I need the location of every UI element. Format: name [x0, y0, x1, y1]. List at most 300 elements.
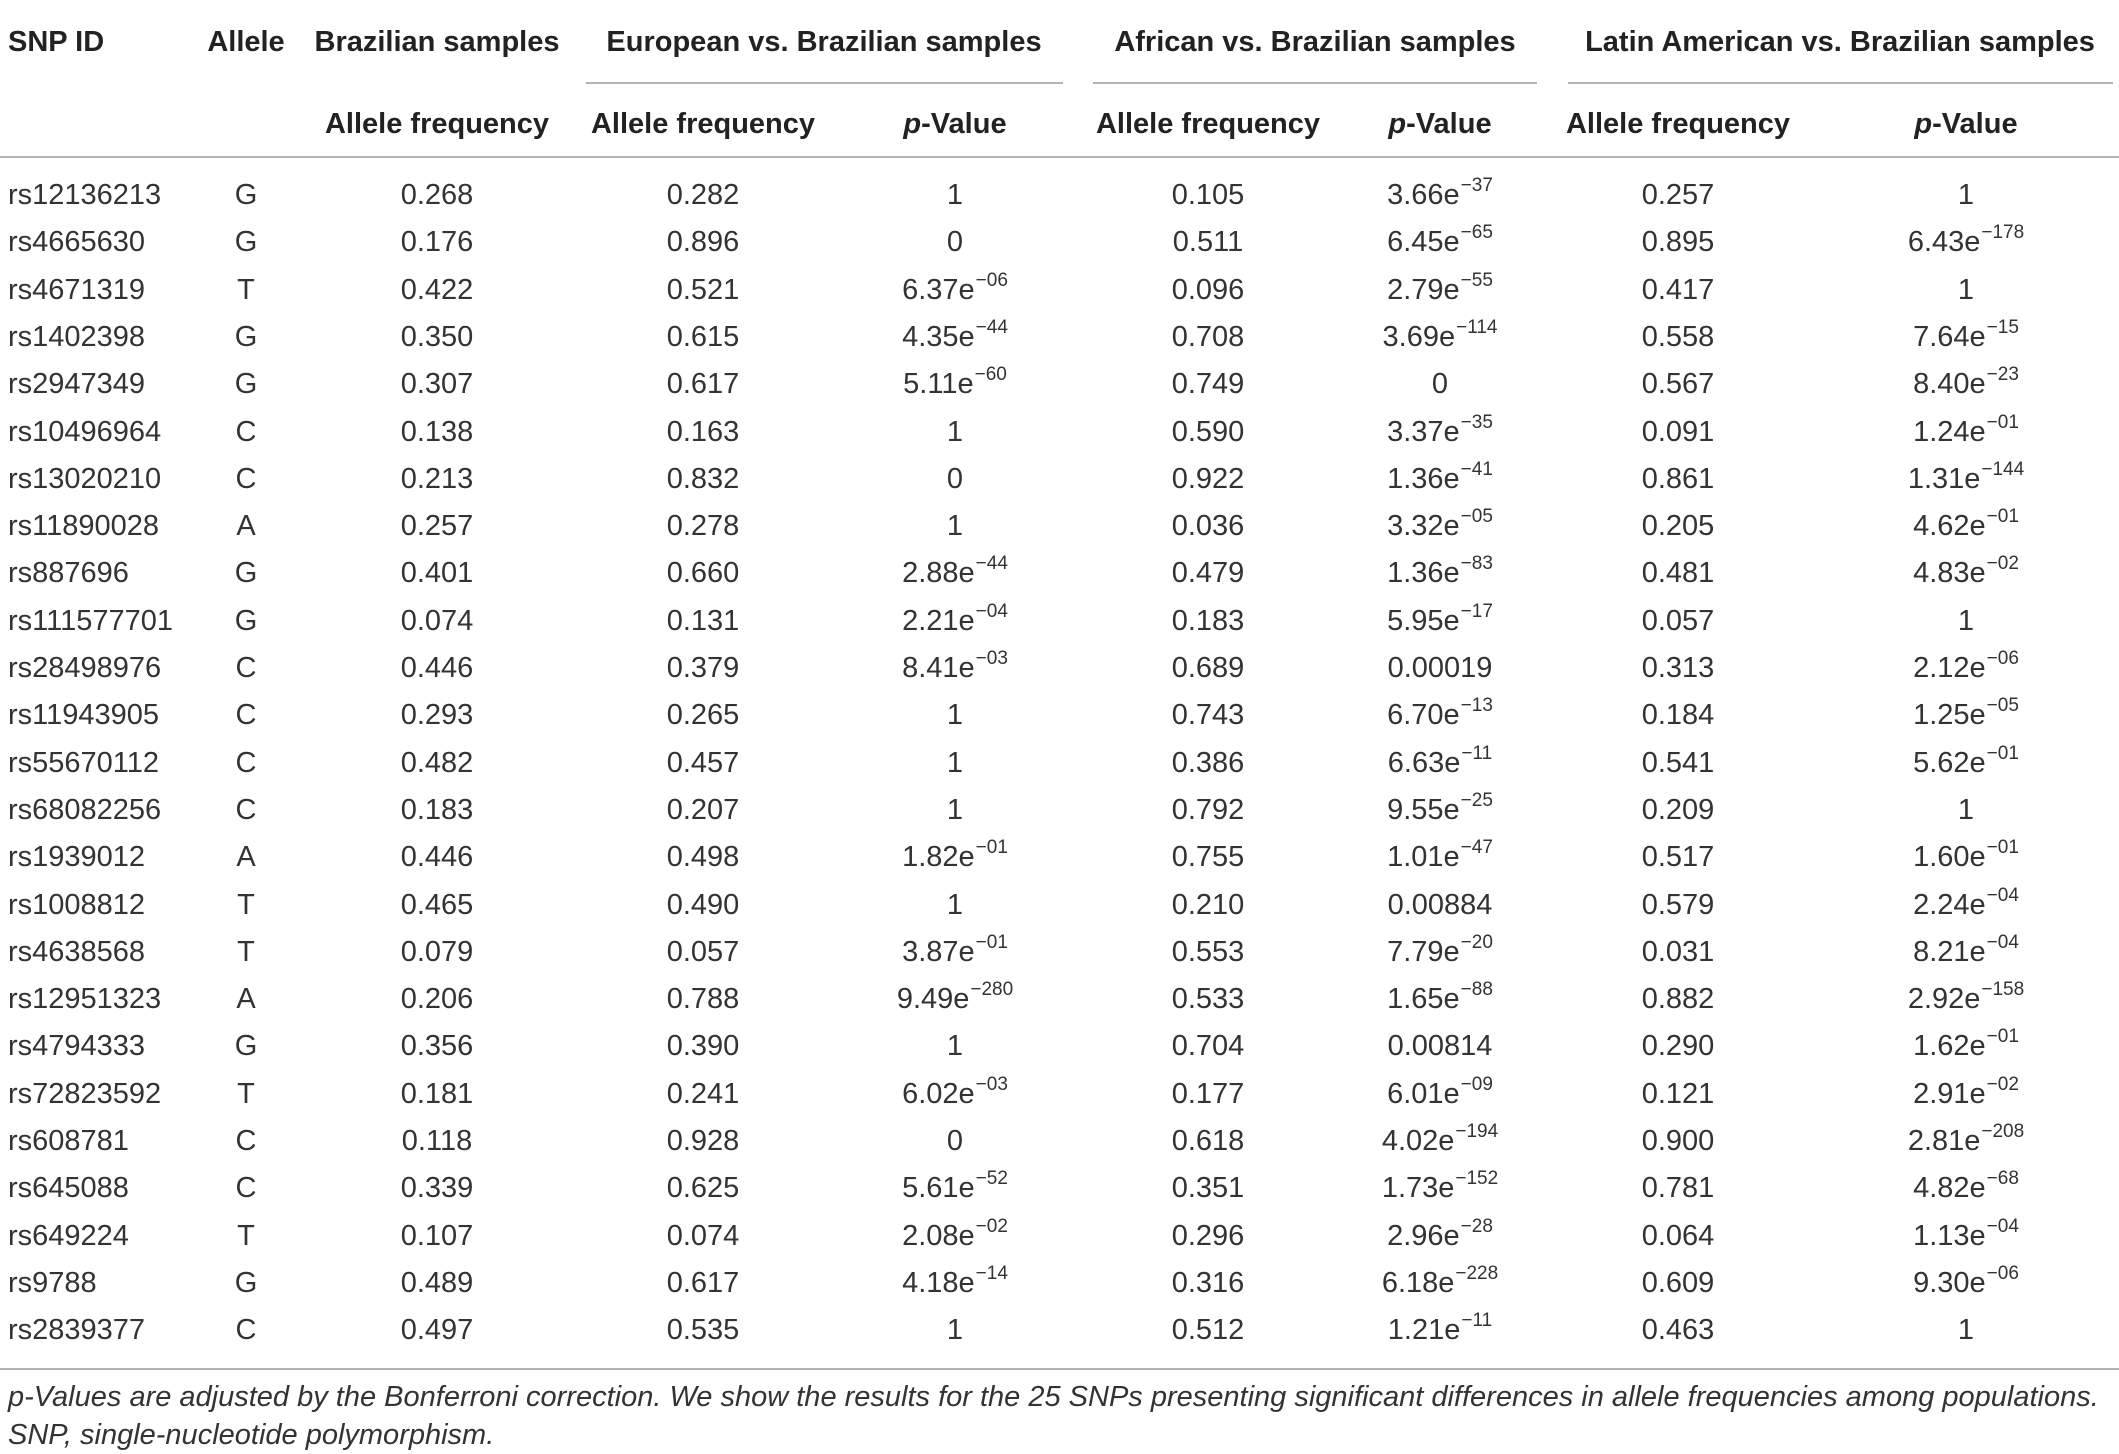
african-pvalue-cell-exponent: −88 — [1460, 979, 1493, 1000]
latin-pvalue-cell — [1913, 553, 2019, 589]
european-pvalue-cell — [947, 1127, 963, 1156]
allele-cell — [236, 1316, 257, 1345]
subheader-african-af: Allele frequency — [1095, 108, 1321, 140]
snp-id-cell-value: rs9788 — [8, 1267, 97, 1299]
european-pvalue-cell-value: 0 — [946, 226, 964, 258]
brazilian-af-cell — [401, 654, 474, 683]
allele-cell-value: C — [235, 1172, 257, 1204]
allele-cell-value: G — [234, 226, 258, 258]
african-pvalue-cell-value: 6.18e — [1381, 1267, 1455, 1299]
african-af-cell — [1172, 512, 1245, 541]
latin-af-cell-value: 0.900 — [1641, 1125, 1715, 1157]
african-pvalue-cell — [1388, 1032, 1493, 1061]
european-af-cell-value: 0.282 — [666, 179, 740, 211]
latin-pvalue-cell — [1913, 412, 2019, 448]
allele-cell — [235, 323, 258, 352]
european-pvalue-cell — [902, 1168, 1008, 1204]
allele-cell-value: G — [234, 1267, 258, 1299]
european-pvalue-cell-value: 5.61e — [902, 1172, 975, 1204]
latin-af-cell — [1642, 465, 1715, 494]
allele-cell — [237, 938, 255, 967]
european-af-cell-value: 0.617 — [666, 368, 740, 400]
european-pvalue-cell-exponent: −44 — [975, 317, 1008, 338]
header-snp-id: SNP ID — [8, 26, 105, 58]
header-allele: Allele — [207, 26, 285, 58]
european-pvalue-cell-exponent: −03 — [975, 648, 1008, 669]
brazilian-af-cell-value: 0.465 — [400, 889, 474, 921]
european-pvalue-cell — [947, 181, 963, 210]
european-af-cell — [667, 1316, 740, 1345]
allele-cell — [236, 985, 255, 1014]
african-pvalue-cell — [1432, 370, 1448, 399]
brazilian-af-cell-value: 0.118 — [401, 1125, 473, 1157]
european-af-cell-value: 0.207 — [666, 794, 740, 826]
latin-pvalue-cell-exponent: −01 — [1986, 837, 2019, 858]
european-pvalue-cell-value: 3.87e — [902, 936, 975, 968]
brazilian-af-cell — [401, 701, 474, 730]
allele-cell-value: C — [235, 1125, 257, 1157]
european-af-cell — [667, 701, 740, 730]
african-pvalue-cell-exponent: −25 — [1460, 790, 1493, 811]
european-af-cell-value: 0.625 — [666, 1172, 740, 1204]
african-af-cell — [1172, 559, 1245, 588]
latin-af-cell — [1642, 654, 1715, 683]
european-af-cell-value: 0.241 — [666, 1078, 740, 1110]
latin-pvalue-cell-exponent: −05 — [1986, 695, 2019, 716]
african-pvalue-cell — [1387, 979, 1493, 1015]
african-af-cell — [1172, 938, 1245, 967]
latin-pvalue-cell-value: 1.13e — [1913, 1220, 1986, 1252]
african-pvalue-cell-exponent: −65 — [1460, 222, 1493, 243]
african-af-cell — [1172, 1222, 1245, 1251]
latin-pvalue-cell-value: 1.62e — [1913, 1030, 1986, 1062]
brazilian-af-cell-value: 0.176 — [400, 226, 474, 258]
latin-pvalue-cell-value: 1 — [1957, 794, 1975, 826]
allele-cell-value: C — [235, 652, 257, 684]
header-african: African vs. Brazilian samples — [1114, 26, 1516, 58]
african-pvalue-cell — [1388, 654, 1493, 683]
african-pvalue-cell-exponent: −41 — [1460, 459, 1493, 480]
snp-id-cell — [8, 985, 161, 1014]
african-af-cell — [1172, 1174, 1245, 1203]
african-pvalue-cell-value: 0 — [1431, 368, 1449, 400]
european-pvalue-cell-exponent: −06 — [975, 270, 1008, 291]
brazilian-af-cell — [401, 1269, 474, 1298]
snp-id-cell — [8, 701, 159, 730]
latin-af-cell-value: 0.121 — [1641, 1078, 1715, 1110]
african-pvalue-cell-value: 2.79e — [1387, 274, 1460, 306]
african-af-cell — [1172, 1032, 1245, 1061]
african-pvalue-cell-value: 6.70e — [1387, 699, 1460, 731]
latin-pvalue-cell — [1958, 796, 1974, 825]
african-af-cell-value: 0.512 — [1171, 1314, 1245, 1346]
african-pvalue-cell-value: 6.63e — [1387, 747, 1461, 779]
latin-af-cell-value: 0.290 — [1641, 1030, 1715, 1062]
latin-af-cell-value: 0.463 — [1641, 1314, 1715, 1346]
european-af-cell — [667, 796, 740, 825]
latin-pvalue-cell-value: 1.24e — [1913, 416, 1986, 448]
european-pvalue-cell — [896, 979, 1014, 1015]
african-pvalue-cell-value: 1.36e — [1387, 463, 1460, 495]
allele-cell — [236, 1174, 257, 1203]
european-pvalue-cell — [902, 1074, 1008, 1110]
european-af-cell-value: 0.660 — [666, 557, 740, 589]
african-pvalue-cell-value: 5.95e — [1387, 605, 1460, 637]
european-af-cell-value: 0.896 — [666, 226, 740, 258]
european-af-cell-value: 0.457 — [666, 747, 740, 779]
brazilian-af-cell-value: 0.138 — [400, 416, 474, 448]
african-af-cell — [1172, 418, 1245, 447]
european-af-cell — [667, 1127, 740, 1156]
european-pvalue-cell-value: 4.18e — [902, 1267, 975, 1299]
european-pvalue-cell — [902, 601, 1008, 637]
allele-cell — [237, 891, 255, 920]
european-af-cell — [667, 370, 740, 399]
brazilian-af-cell-value: 0.401 — [400, 557, 474, 589]
european-pvalue-cell-exponent: −01 — [975, 837, 1008, 858]
african-pvalue-cell-value: 3.37e — [1387, 416, 1460, 448]
latin-pvalue-cell — [1913, 743, 2019, 779]
european-af-cell-value: 0.379 — [666, 652, 740, 684]
african-pvalue-cell-value: 3.66e — [1387, 179, 1460, 211]
european-pvalue-cell — [902, 648, 1008, 684]
brazilian-af-cell — [401, 891, 474, 920]
latin-af-cell — [1642, 891, 1715, 920]
european-pvalue-cell — [902, 270, 1008, 306]
snp-id-cell — [8, 1269, 97, 1298]
european-af-cell-value: 0.617 — [666, 1267, 740, 1299]
snp-id-cell-value: rs2839377 — [8, 1314, 146, 1346]
european-pvalue-cell-value: 6.02e — [902, 1078, 975, 1110]
latin-af-cell — [1642, 1127, 1715, 1156]
latin-pvalue-cell-exponent: −04 — [1986, 932, 2019, 953]
european-pvalue-cell-value: 0 — [946, 1125, 964, 1157]
snp-id-cell-value: rs608781 — [8, 1125, 129, 1157]
latin-af-cell-value: 0.091 — [1641, 416, 1715, 448]
snp-id-cell — [8, 1032, 145, 1061]
latin-pvalue-cell-value: 8.21e — [1913, 936, 1986, 968]
allele-cell — [235, 559, 258, 588]
african-af-cell-value: 0.316 — [1171, 1267, 1245, 1299]
latin-af-cell-value: 0.579 — [1641, 889, 1715, 921]
african-pvalue-cell — [1387, 506, 1493, 542]
p-italic: p — [903, 108, 922, 140]
african-pvalue-cell — [1382, 317, 1498, 353]
african-af-cell — [1172, 181, 1245, 210]
african-pvalue-cell-value: 3.69e — [1382, 321, 1456, 353]
european-pvalue-cell-value: 6.37e — [902, 274, 975, 306]
european-af-cell — [667, 181, 740, 210]
european-af-cell — [667, 418, 740, 447]
snp-id-cell-value: rs645088 — [8, 1172, 129, 1204]
african-pvalue-cell-value: 0.00884 — [1387, 889, 1493, 921]
allele-cell-value: C — [235, 463, 257, 495]
snp-id-cell — [8, 181, 161, 210]
european-pvalue-cell-exponent: −03 — [975, 1074, 1008, 1095]
latin-pvalue-cell-value: 1 — [1957, 179, 1975, 211]
brazilian-af-cell-value: 0.257 — [400, 510, 474, 542]
snp-id-cell — [8, 418, 161, 447]
african-af-cell-value: 0.922 — [1171, 463, 1245, 495]
snp-id-cell-value: rs4671319 — [8, 274, 146, 306]
european-af-cell — [667, 1269, 740, 1298]
snp-id-cell — [8, 607, 173, 636]
latin-pvalue-cell — [1913, 1216, 2019, 1252]
african-af-cell — [1172, 1080, 1245, 1109]
african-pvalue-cell — [1387, 790, 1493, 826]
african-af-cell-value: 0.708 — [1171, 321, 1245, 353]
allele-cell-value: A — [236, 983, 256, 1015]
european-pvalue-cell — [902, 553, 1008, 589]
allele-cell — [235, 228, 258, 257]
brazilian-af-cell-value: 0.293 — [400, 699, 474, 731]
african-pvalue-cell — [1381, 1263, 1499, 1299]
latin-af-cell — [1642, 796, 1715, 825]
brazilian-af-cell — [401, 1316, 474, 1345]
african-pvalue-cell-exponent: −11 — [1461, 743, 1493, 764]
european-pvalue-cell-value: 2.88e — [902, 557, 975, 589]
latin-af-cell — [1642, 559, 1715, 588]
african-pvalue-cell-exponent: −194 — [1455, 1121, 1499, 1142]
header-latin: Latin American vs. Brazilian samples — [1585, 26, 2095, 58]
allele-cell-value: G — [234, 179, 258, 211]
african-af-cell — [1172, 985, 1245, 1014]
african-af-cell — [1173, 228, 1243, 257]
allele-cell-value: C — [235, 699, 257, 731]
allele-cell — [237, 1222, 255, 1251]
african-af-cell-value: 0.479 — [1171, 557, 1245, 589]
european-group-rule — [586, 82, 1063, 84]
latin-pvalue-cell — [1913, 932, 2019, 968]
african-af-cell — [1172, 323, 1245, 352]
african-af-cell-value: 0.036 — [1171, 510, 1245, 542]
african-af-cell-value: 0.183 — [1171, 605, 1245, 637]
latin-af-cell-value: 0.517 — [1641, 841, 1715, 873]
brazilian-af-cell — [401, 276, 474, 305]
brazilian-af-cell — [401, 228, 474, 257]
european-pvalue-cell-value: 2.08e — [902, 1220, 975, 1252]
brazilian-af-cell-value: 0.422 — [400, 274, 474, 306]
latin-af-cell-value: 0.481 — [1641, 557, 1715, 589]
latin-af-cell-value: 0.567 — [1641, 368, 1715, 400]
african-pvalue-cell — [1387, 743, 1493, 779]
latin-pvalue-cell — [1907, 222, 2025, 258]
latin-pvalue-cell — [1907, 459, 2025, 495]
footnote-line-1: p-Values are adjusted by the Bonferroni correction. We show the results for the 25 SNPs presenting significant differences in allele frequencies among populations. — [8, 1381, 2099, 1413]
allele-cell — [236, 843, 255, 872]
african-af-cell-value: 0.618 — [1171, 1125, 1245, 1157]
latin-pvalue-cell-value: 6.43e — [1907, 226, 1981, 258]
allele-cell-value: T — [237, 936, 255, 968]
latin-pvalue-cell-exponent: −02 — [1986, 553, 2019, 574]
african-pvalue-cell-value: 0.00814 — [1387, 1030, 1493, 1062]
african-af-cell-value: 0.755 — [1171, 841, 1245, 873]
european-pvalue-cell — [903, 364, 1007, 400]
european-af-cell-value: 0.788 — [666, 983, 740, 1015]
african-pvalue-cell — [1387, 601, 1493, 637]
allele-cell-value: T — [237, 1078, 255, 1110]
european-af-cell — [667, 1032, 740, 1061]
snp-id-cell — [8, 1316, 145, 1345]
european-af-cell — [667, 465, 740, 494]
african-pvalue-cell-exponent: −17 — [1460, 601, 1493, 622]
latin-group-rule — [1568, 82, 2113, 84]
european-pvalue-cell — [902, 932, 1008, 968]
european-pvalue-cell — [947, 1032, 963, 1061]
african-af-cell-value: 0.096 — [1171, 274, 1245, 306]
latin-af-cell — [1642, 1269, 1715, 1298]
latin-pvalue-cell-exponent: −23 — [1986, 364, 2019, 385]
latin-af-cell — [1642, 512, 1715, 541]
snp-id-cell — [8, 1127, 129, 1156]
european-af-cell — [667, 559, 740, 588]
subheader-latin-af: Allele frequency — [1565, 108, 1791, 140]
european-pvalue-cell-exponent: −60 — [974, 364, 1007, 385]
brazilian-af-cell-value: 0.183 — [400, 794, 474, 826]
snp-id-cell — [8, 370, 145, 399]
african-pvalue-cell — [1381, 1168, 1499, 1204]
european-pvalue-cell-value: 9.49e — [896, 983, 970, 1015]
snp-id-cell-value: rs10496964 — [8, 416, 162, 448]
brazilian-af-cell-value: 0.446 — [400, 652, 474, 684]
african-pvalue-cell-exponent: −13 — [1460, 695, 1493, 716]
brazilian-af-cell — [401, 323, 474, 352]
african-af-cell — [1172, 1269, 1245, 1298]
brazilian-af-cell — [401, 181, 474, 210]
african-pvalue-cell-exponent: −05 — [1460, 506, 1493, 527]
european-af-cell-value: 0.057 — [666, 936, 740, 968]
latin-pvalue-cell-value: 4.83e — [1913, 557, 1986, 589]
brazilian-af-cell-value: 0.079 — [400, 936, 474, 968]
african-af-cell — [1172, 276, 1245, 305]
p-italic: p — [1914, 108, 1933, 140]
latin-pvalue-cell — [1913, 648, 2019, 684]
latin-pvalue-cell — [1958, 276, 1974, 305]
latin-af-cell-value: 0.609 — [1641, 1267, 1715, 1299]
latin-pvalue-cell — [1913, 837, 2019, 873]
latin-pvalue-cell-exponent: −01 — [1986, 412, 2019, 433]
latin-pvalue-cell-exponent: −208 — [1981, 1121, 2025, 1142]
allele-cell-value: T — [237, 1220, 255, 1252]
brazilian-af-cell-value: 0.339 — [400, 1172, 474, 1204]
latin-af-cell-value: 0.541 — [1641, 747, 1715, 779]
african-pvalue-cell-exponent: −47 — [1460, 837, 1493, 858]
allele-cell-value: C — [235, 747, 257, 779]
latin-pvalue-cell — [1958, 607, 1974, 636]
african-af-cell-value: 0.296 — [1171, 1220, 1245, 1252]
latin-af-cell — [1642, 1222, 1715, 1251]
allele-cell — [237, 1080, 255, 1109]
brazilian-af-cell-value: 0.489 — [400, 1267, 474, 1299]
european-af-cell-value: 0.390 — [666, 1030, 740, 1062]
p-italic: p — [1388, 108, 1407, 140]
brazilian-af-cell-value: 0.181 — [400, 1078, 474, 1110]
european-af-cell — [667, 228, 740, 257]
allele-cell — [236, 418, 257, 447]
african-af-cell — [1172, 607, 1245, 636]
latin-af-cell — [1642, 843, 1715, 872]
allele-cell-value: T — [237, 274, 255, 306]
latin-pvalue-cell — [1907, 979, 2025, 1015]
snp-id-cell — [8, 938, 145, 967]
p-rest: -Value — [1406, 108, 1492, 140]
european-pvalue-cell — [947, 465, 963, 494]
allele-cell — [236, 512, 255, 541]
african-af-cell — [1172, 891, 1245, 920]
european-af-cell-value: 0.521 — [666, 274, 740, 306]
latin-pvalue-cell — [1913, 317, 2019, 353]
african-pvalue-cell — [1387, 1074, 1493, 1110]
african-af-cell — [1172, 843, 1245, 872]
latin-pvalue-cell-value: 2.81e — [1907, 1125, 1981, 1157]
african-pvalue-cell-value: 1.65e — [1387, 983, 1460, 1015]
african-af-cell-value: 0.351 — [1171, 1172, 1245, 1204]
footnote-line-2: SNP, single-nucleotide polymorphism. — [8, 1419, 495, 1451]
european-pvalue-cell-value: 8.41e — [902, 652, 975, 684]
snp-id-cell — [8, 843, 145, 872]
european-pvalue-cell-value: 1.82e — [902, 841, 975, 873]
latin-pvalue-cell-value: 1.25e — [1913, 699, 1986, 731]
latin-pvalue-cell-value: 2.92e — [1907, 983, 1981, 1015]
snp-id-cell-value: rs11890028 — [8, 510, 160, 542]
allele-cell-value: G — [234, 605, 258, 637]
european-pvalue-cell — [947, 749, 963, 778]
snp-id-cell — [8, 276, 145, 305]
european-af-cell — [667, 985, 740, 1014]
snp-id-cell-value: rs4665630 — [8, 226, 146, 258]
african-pvalue-cell-value: 0.00019 — [1387, 652, 1493, 684]
latin-pvalue-cell — [1913, 506, 2019, 542]
african-pvalue-cell-value: 3.32e — [1387, 510, 1460, 542]
latin-af-cell — [1642, 181, 1715, 210]
latin-pvalue-cell — [1913, 1263, 2019, 1299]
european-pvalue-cell-value: 1 — [946, 1314, 964, 1346]
european-af-cell — [667, 843, 740, 872]
header-brazilian: Brazilian samples — [314, 26, 560, 58]
latin-af-cell — [1642, 370, 1715, 399]
latin-af-cell-value: 0.257 — [1641, 179, 1715, 211]
latin-pvalue-cell-exponent: −04 — [1986, 885, 2019, 906]
african-group-rule — [1093, 82, 1537, 84]
european-af-cell — [667, 512, 740, 541]
snp-id-cell — [8, 1080, 161, 1109]
african-pvalue-cell-exponent: −20 — [1460, 932, 1493, 953]
european-af-cell — [667, 276, 740, 305]
latin-pvalue-cell-exponent: −158 — [1981, 979, 2025, 1000]
allele-cell — [236, 701, 257, 730]
snp-id-cell-value: rs649224 — [8, 1220, 129, 1252]
brazilian-af-cell-value: 0.350 — [400, 321, 474, 353]
latin-af-cell-value: 0.781 — [1641, 1172, 1715, 1204]
subheader-brazilian-af: Allele frequency — [324, 108, 550, 140]
latin-pvalue-cell-value: 1 — [1957, 274, 1975, 306]
header-bottom-rule — [0, 156, 2119, 158]
brazilian-af-cell — [402, 1127, 472, 1156]
latin-af-cell — [1642, 418, 1715, 447]
brazilian-af-cell — [401, 1174, 474, 1203]
brazilian-af-cell — [401, 843, 474, 872]
latin-pvalue-cell-value: 1.31e — [1907, 463, 1981, 495]
brazilian-af-cell-value: 0.307 — [400, 368, 474, 400]
african-pvalue-cell — [1387, 412, 1493, 448]
european-pvalue-cell-value: 1 — [946, 179, 964, 211]
snp-id-cell-value: rs72823592 — [8, 1078, 162, 1110]
allele-cell — [236, 465, 257, 494]
african-pvalue-cell-value: 2.96e — [1387, 1220, 1460, 1252]
african-af-cell-value: 0.511 — [1172, 226, 1244, 258]
european-pvalue-cell — [947, 796, 963, 825]
african-af-cell-value: 0.105 — [1171, 179, 1245, 211]
